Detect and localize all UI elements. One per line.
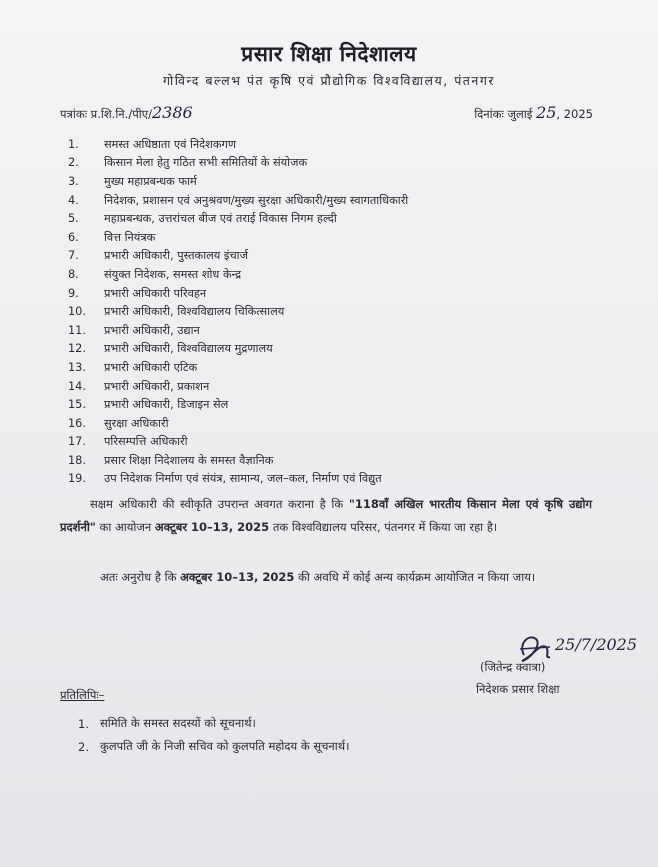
- recipient-text: प्रभारी अधिकारी परिवहन: [104, 286, 207, 300]
- recipient-text: प्रसार शिक्षा निदेशालय के समस्त वैज्ञानिक: [104, 453, 274, 467]
- request-text-part: अतः अनुरोध है कि: [100, 570, 181, 584]
- recipient-number: 2.: [68, 156, 79, 170]
- recipient-number: 14.: [68, 379, 86, 393]
- recipient-item: [68, 470, 408, 489]
- recipient-item: [68, 228, 408, 247]
- recipient-item: [68, 209, 408, 228]
- signatory-designation: निदेशक प्रसार शिक्षा: [476, 682, 560, 696]
- recipient-text: प्रभारी अधिकारी, डिजाइन सेल: [104, 398, 229, 412]
- recipient-number: 3.: [68, 174, 79, 188]
- recipient-text: प्रभारी अधिकारी, विश्वविद्यालय मुद्रणालय: [104, 342, 273, 356]
- recipient-text: प्रभारी अधिकारी, विश्वविद्यालय चिकित्सालय: [104, 305, 285, 319]
- recipient-number: 11.: [68, 323, 86, 337]
- recipient-item: [68, 321, 408, 340]
- recipient-number: 10.: [68, 305, 86, 319]
- copy-text: समिति के समस्त सदस्यों को सूचनार्थ।: [100, 716, 256, 730]
- date-year: , 2025: [556, 107, 593, 121]
- recipient-text: उप निदेशक निर्माण एवं संयंत्र, सामान्य, जल–कल, निर्माण एवं विद्युत: [104, 472, 382, 486]
- date-day: 25: [536, 103, 557, 122]
- recipient-item: [68, 414, 408, 433]
- recipient-text: मुख्य महाप्रबन्धक फार्म: [104, 174, 197, 188]
- event-name: "118वाँ अखिल भारतीय किसान मेला एवं कृषि उद्योग प्रदर्शनी": [60, 497, 593, 534]
- recipient-item: [68, 191, 408, 210]
- recipient-number: 12.: [68, 342, 86, 356]
- date-label: दिनांकः जुलाई: [474, 107, 533, 121]
- copy-text: कुलपति जी के निजी सचिव को कुलपति महोदय के सूचनार्थ।: [100, 739, 350, 753]
- copy-list: [78, 712, 349, 758]
- request-text-part: की अवधि में कोई अन्य कार्यक्रम आयोजित न किया जाय।: [294, 570, 536, 584]
- request-dates: अक्टूबर 10–13, 2025: [180, 570, 295, 584]
- recipient-text: परिसम्पत्ति अधिकारी: [104, 435, 188, 449]
- recipient-item: [68, 284, 408, 303]
- body-paragraph: [60, 493, 592, 539]
- recipient-text: वित्त नियंत्रक: [104, 230, 156, 244]
- body-text-part: सक्षम अधिकारी की स्वीकृति उपरान्त अवगत कराना है कि: [90, 497, 349, 511]
- recipient-item: [68, 377, 408, 396]
- recipient-item: [68, 135, 408, 154]
- recipient-number: 16.: [68, 416, 86, 430]
- reference-number: 2386: [151, 103, 193, 122]
- recipient-number: 19.: [68, 472, 86, 486]
- copy-number: 1.: [78, 716, 89, 731]
- recipient-item: [68, 340, 408, 359]
- date-line: [474, 103, 593, 122]
- recipient-item: [68, 451, 408, 470]
- recipient-number: 13.: [68, 360, 86, 374]
- recipient-item: [68, 433, 408, 452]
- recipient-item: [68, 302, 408, 321]
- reference-label: पत्रांकः प्र.शि.नि./पीए/: [60, 107, 152, 121]
- recipient-list: [68, 135, 408, 488]
- signatory-name: (जितेन्द्र क्वात्रा): [480, 660, 546, 674]
- body-text-part: तक विश्वविद्यालय परिसर, पंतनगर में किया जा रहा है।: [269, 520, 498, 534]
- recipient-number: 9.: [68, 286, 79, 300]
- event-dates: अक्टूबर 10–13, 2025: [154, 520, 270, 534]
- recipient-text: प्रभारी अधिकारी एटिक: [104, 360, 198, 374]
- recipient-text: निदेशक, प्रशासन एवं अनुश्रवण/मुख्य सुरक्षा अधिकारी/मुख्य स्वागताधिकारी: [104, 193, 409, 207]
- recipient-item: [68, 172, 408, 191]
- body-text-part: का आयोजन: [95, 520, 155, 534]
- copy-number: 2.: [78, 739, 89, 754]
- recipient-text: समस्त अधिष्ठाता एवं निदेशकगण: [104, 137, 237, 151]
- recipient-text: सुरक्षा अधिकारी: [104, 416, 169, 430]
- recipient-number: 7.: [68, 249, 79, 263]
- recipient-text: प्रभारी अधिकारी, पुस्तकालय इंचार्ज: [104, 249, 248, 263]
- recipient-text: प्रभारी अधिकारी, प्रकाशन: [104, 379, 210, 393]
- recipient-number: 15.: [68, 398, 86, 412]
- recipient-number: 4.: [68, 193, 79, 207]
- recipient-number: 8.: [68, 267, 79, 281]
- letter-subtitle: गोविन्द बल्लभ पंत कृषि एवं प्रौद्योगिक विश्वविद्यालय, पंतनगर: [162, 73, 496, 88]
- recipient-number: 1.: [68, 137, 79, 151]
- recipient-number: 5.: [68, 212, 79, 226]
- recipient-item: [68, 247, 408, 266]
- letter-title: प्रसार शिक्षा निदेशालय: [241, 42, 417, 66]
- copy-heading: प्रतिलिपिः–: [60, 688, 105, 702]
- copy-item: [78, 712, 349, 735]
- recipient-item: [68, 395, 408, 414]
- copy-item: [78, 735, 349, 758]
- recipient-number: 6.: [68, 230, 79, 244]
- recipient-text: प्रभारी अधिकारी, उद्यान: [104, 323, 200, 337]
- recipient-text: संयुक्त निदेशक, समस्त शोध केन्द्र: [104, 267, 242, 281]
- recipient-number: 17.: [68, 435, 86, 449]
- recipient-item: [68, 154, 408, 173]
- recipient-number: 18.: [68, 453, 86, 467]
- signature-date: 25/7/2025: [555, 635, 638, 654]
- recipient-item: [68, 358, 408, 377]
- request-paragraph: [100, 570, 535, 585]
- reference-line: [60, 103, 193, 122]
- recipient-item: [68, 265, 408, 284]
- recipient-text: महाप्रबन्धक, उत्तरांचल बीज एवं तराई विकास निगम हल्दी: [104, 212, 337, 226]
- recipient-text: किसान मेला हेतु गठित सभी समितियों के संयोजक: [104, 156, 308, 170]
